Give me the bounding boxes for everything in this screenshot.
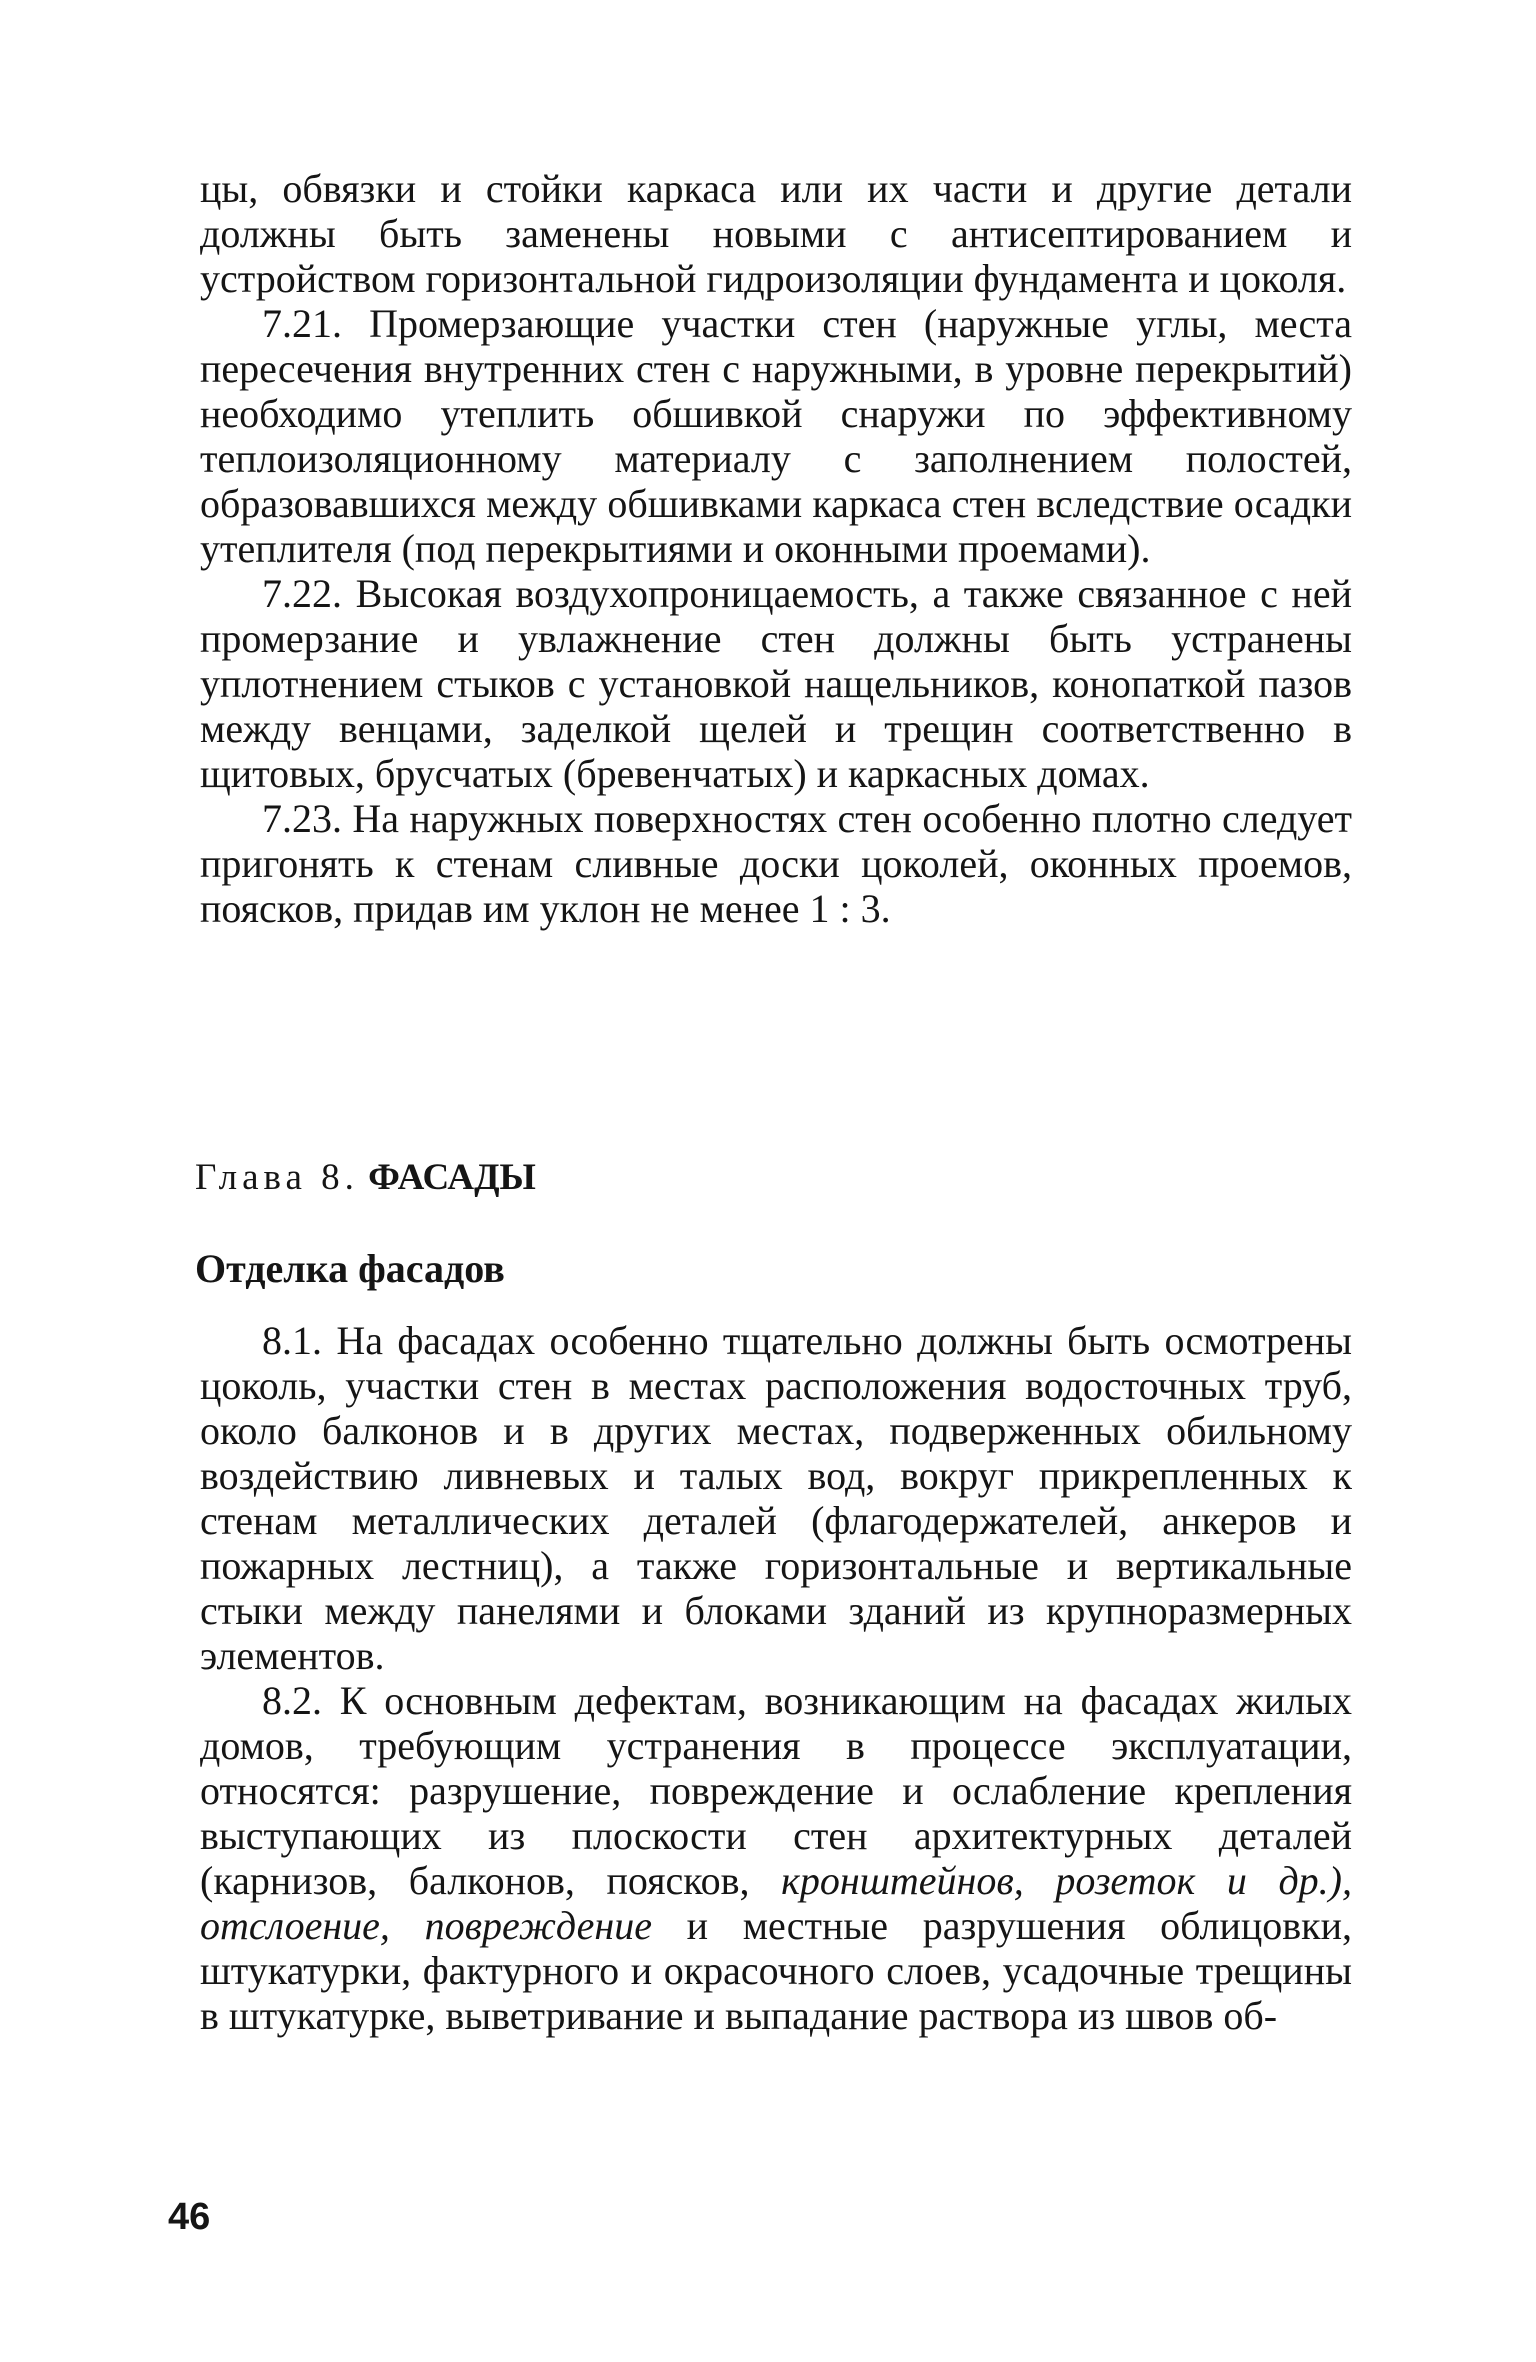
section-heading: Отделка фасадов [195,1246,505,1291]
paragraph-8-1: 8.1. На фасадах особенно тщательно должны быть осмотрены цоколь, участки стен в местах расположения водосточных труб, около балконов и в других местах, подверженных обильному воздействию ливневых и талых вод, вокруг прикрепленных к стенам металлических деталей (флагодержателей, анкеров и пожарных лестниц), а также горизонтальные и вертикальные стыки между панелями и блоками зданий из крупноразмерных элементов. [200,1318,1352,1678]
chapter-heading [195,1156,536,1200]
section-8-body [200,1318,1352,2038]
paragraph-8-2-italic: кронштейнов, розеток и др.), отслоение, повреждение [200,1858,1352,1948]
chapter-title: ФАСАДЫ [368,1157,536,1198]
chapter-label: Глава 8. [195,1157,359,1198]
paragraph-8-2-part-a: 8.2. К основным дефектам, возникающим на фасадах жилых домов, требующим устранения в процессе эксплуатации, относятся: разрушение, повреждение и ослабление крепления выступающих из плоскости стен архитектурных деталей (карнизов, балконов, поясков, [200,1678,1352,1903]
paragraph-7-20-end: цы, обвязки и стойки каркаса или их части и другие детали должны быть заменены новыми с антисептированием и устройством горизонтальной гидроизоляции фундамента и цоколя. [200,166,1352,301]
paragraph-7-23: 7.23. На наружных поверхностях стен особенно плотно следует пригонять к стенам сливные доски цоколей, оконных проемов, поясков, придав им уклон не менее 1 : 3. [200,796,1352,931]
page-number: 46 [168,2196,211,2238]
paragraph-8-2 [200,1678,1352,2038]
paragraph-8-2-part-b: и местные разрушения облицовки, штукатурки, фактурного и окрасочного слоев, усадочные трещины в штукатурке, выветривание и выпадание раствора из швов об- [200,1903,1352,2038]
paragraph-7-22: 7.22. Высокая воздухопроницаемость, а также связанное с ней промерзание и увлажнение стен должны быть устранены уплотнением стыков с установкой нащельников, конопаткой пазов между венцами, заделкой щелей и трещин соответственно в щитовых, брусчатых (бревенчатых) и каркасных домах. [200,571,1352,796]
section-7-continuation [200,166,1352,931]
paragraph-7-21: 7.21. Промерзающие участки стен (наружные углы, места пересечения внутренних стен с наружными, в уровне перекрытий) необходимо утеплить обшивкой снаружи по эффективному теплоизоляционному материалу с заполнением полостей, образовавшихся между обшивками каркаса стен вследствие осадки утеплителя (под перекрытиями и оконными проемами). [200,301,1352,571]
